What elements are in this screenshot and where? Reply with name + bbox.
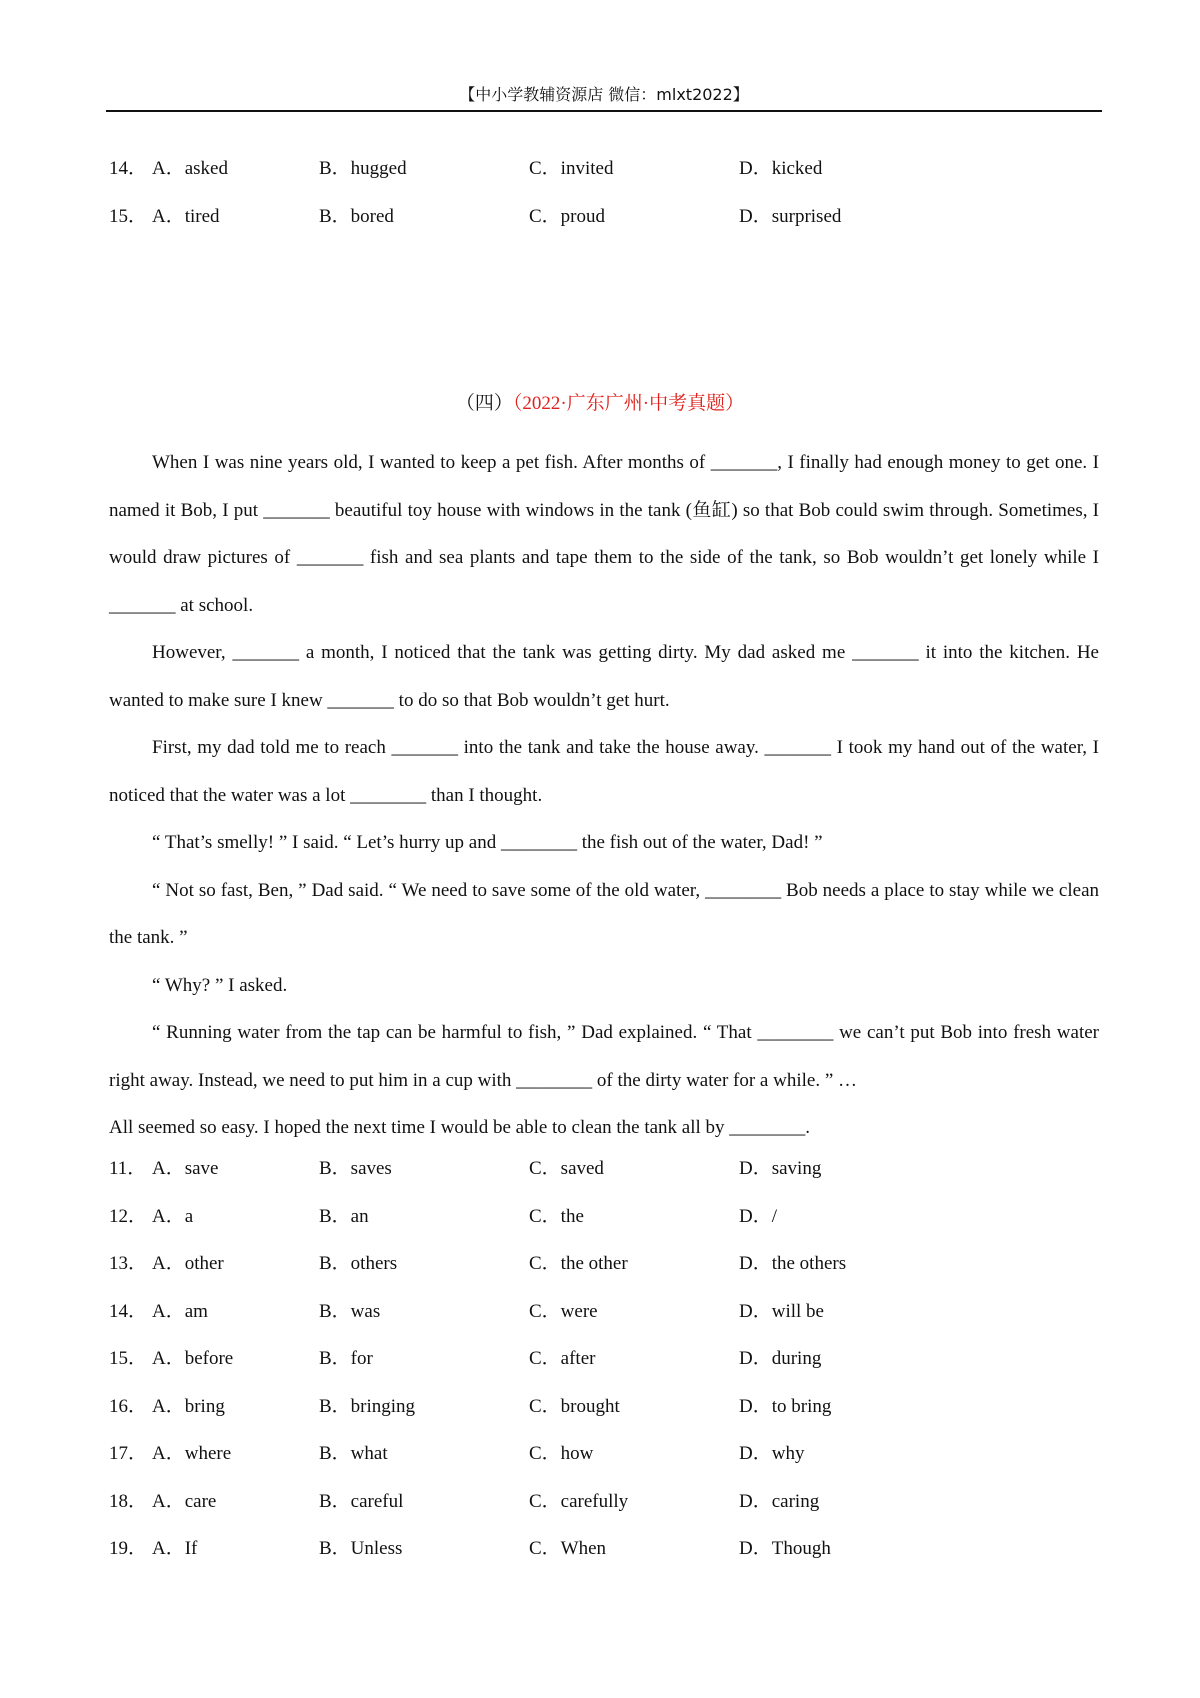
options-list [109,1157,1009,1585]
option-b: B．hugged [319,158,407,179]
reading-passage [109,439,1099,1152]
section-title [0,391,1200,417]
option-c: C．the [529,1205,584,1227]
option-c: C．brought [529,1395,620,1417]
option-d: D．to bring [739,1395,832,1417]
option-b: B．saves [319,1158,392,1179]
option-c: C．were [529,1300,598,1322]
section-number: （四） [455,393,513,414]
passage-paragraph: “ Running water from the tap can be harmful to fish, ” Dad explained. “ That ________ we can’t put Bob into fresh water right away. Instead, we need to put him in a cup with ________ of the dirty water for a while. ” … [109,1022,1099,1091]
option-a: A．before [152,1348,234,1369]
question-number: 16． [109,1395,148,1417]
option-c: C．the other [529,1253,628,1274]
option-a: A．am [152,1300,208,1322]
passage-paragraph: First, my dad told me to reach _______ into the tank and take the house away. _______ I took my hand out of the water, I noticed that the water was a lot ________ than I thought. [109,737,1099,806]
option-a: A．care [152,1490,217,1512]
question-number: 15． [109,205,148,227]
option-d: D．the others [739,1253,847,1274]
option-a: A．asked [152,158,228,179]
option-row [109,1395,1009,1443]
option-a: A．save [152,1158,219,1179]
question-number: 14． [109,158,148,179]
option-row [109,1442,1009,1490]
question-number: 12． [109,1205,148,1227]
option-row [109,1205,1009,1253]
option-row [109,1252,1009,1300]
option-row [109,1300,1009,1348]
option-d: D．Though [739,1538,831,1559]
question-number: 17． [109,1443,148,1464]
option-d: D．kicked [739,158,823,179]
option-b: B．bored [319,205,394,227]
option-row [109,157,1009,205]
page-header: 【中小学教辅资源店 微信：mlxt2022】 [459,85,749,104]
option-c: C．how [529,1443,594,1464]
passage-paragraph: “ Why? ” I asked. [152,974,288,996]
question-number: 11． [109,1158,147,1179]
option-row [109,1537,1009,1585]
option-d: D．why [739,1443,805,1464]
option-row [109,205,1009,253]
option-b: B．an [319,1205,369,1227]
option-a: A．bring [152,1395,225,1417]
option-a: A．other [152,1253,224,1274]
option-a: A．tired [152,205,220,227]
passage-paragraph: “ Not so fast, Ben, ” Dad said. “ We need to save some of the old water, ________ Bob needs a place to stay while we clean the tank. ” [109,879,1099,948]
section-source: （2022·广东广州·中考真题） [512,393,745,414]
passage-paragraph: However, _______ a month, I noticed that the tank was getting dirty. My dad asked me _______ it into the kitchen. He wanted to make sure I knew _______ to do so that Bob wouldn’t get hurt. [109,642,1099,711]
passage-paragraph: When I was nine years old, I wanted to keep a pet fish. After months of _______, I finally had enough money to get one. I named it Bob, I put _______ beautiful toy house with windows in the tank (鱼缸) so that Bob could swim through. Sometimes, I would draw pictures of _______ fish and sea plants and tape them to the side of the tank, so Bob wouldn’t get lonely while I _______ at school. [109,452,1099,616]
option-d: D．will be [739,1300,824,1322]
option-b: B．careful [319,1490,404,1512]
top-options-list [109,157,1009,252]
passage-paragraph: All seemed so easy. I hoped the next time I would be able to clean the tank all by ________. [109,1117,811,1138]
option-row [109,1157,1009,1205]
option-d: D．saving [739,1158,822,1179]
option-b: B．bringing [319,1395,416,1417]
option-a: A．If [152,1538,198,1559]
option-c: C．invited [529,158,614,179]
option-d: D．caring [739,1490,820,1512]
option-c: C．after [529,1348,596,1369]
question-number: 13． [109,1253,148,1274]
option-a: A．where [152,1443,232,1464]
option-b: B．others [319,1253,398,1274]
option-a: A．a [152,1205,194,1227]
option-row [109,1490,1009,1538]
option-b: B．what [319,1443,388,1464]
question-number: 14． [109,1300,148,1322]
option-b: B．for [319,1348,373,1369]
option-d: D．surprised [739,205,842,227]
option-c: C．proud [529,205,606,227]
question-number: 18． [109,1490,148,1512]
passage-paragraph: “ That’s smelly! ” I said. “ Let’s hurry up and ________ the fish out of the water, Dad! ” [152,832,823,853]
question-number: 19． [109,1538,148,1559]
option-c: C．carefully [529,1490,629,1512]
header-divider [106,110,1102,112]
option-b: B．was [319,1300,381,1322]
option-d: D．during [739,1348,822,1369]
question-number: 15． [109,1348,148,1369]
option-d: D．/ [739,1205,778,1227]
option-b: B．Unless [319,1538,403,1559]
option-row [109,1347,1009,1395]
option-c: C．saved [529,1158,604,1179]
option-c: C．When [529,1538,607,1559]
